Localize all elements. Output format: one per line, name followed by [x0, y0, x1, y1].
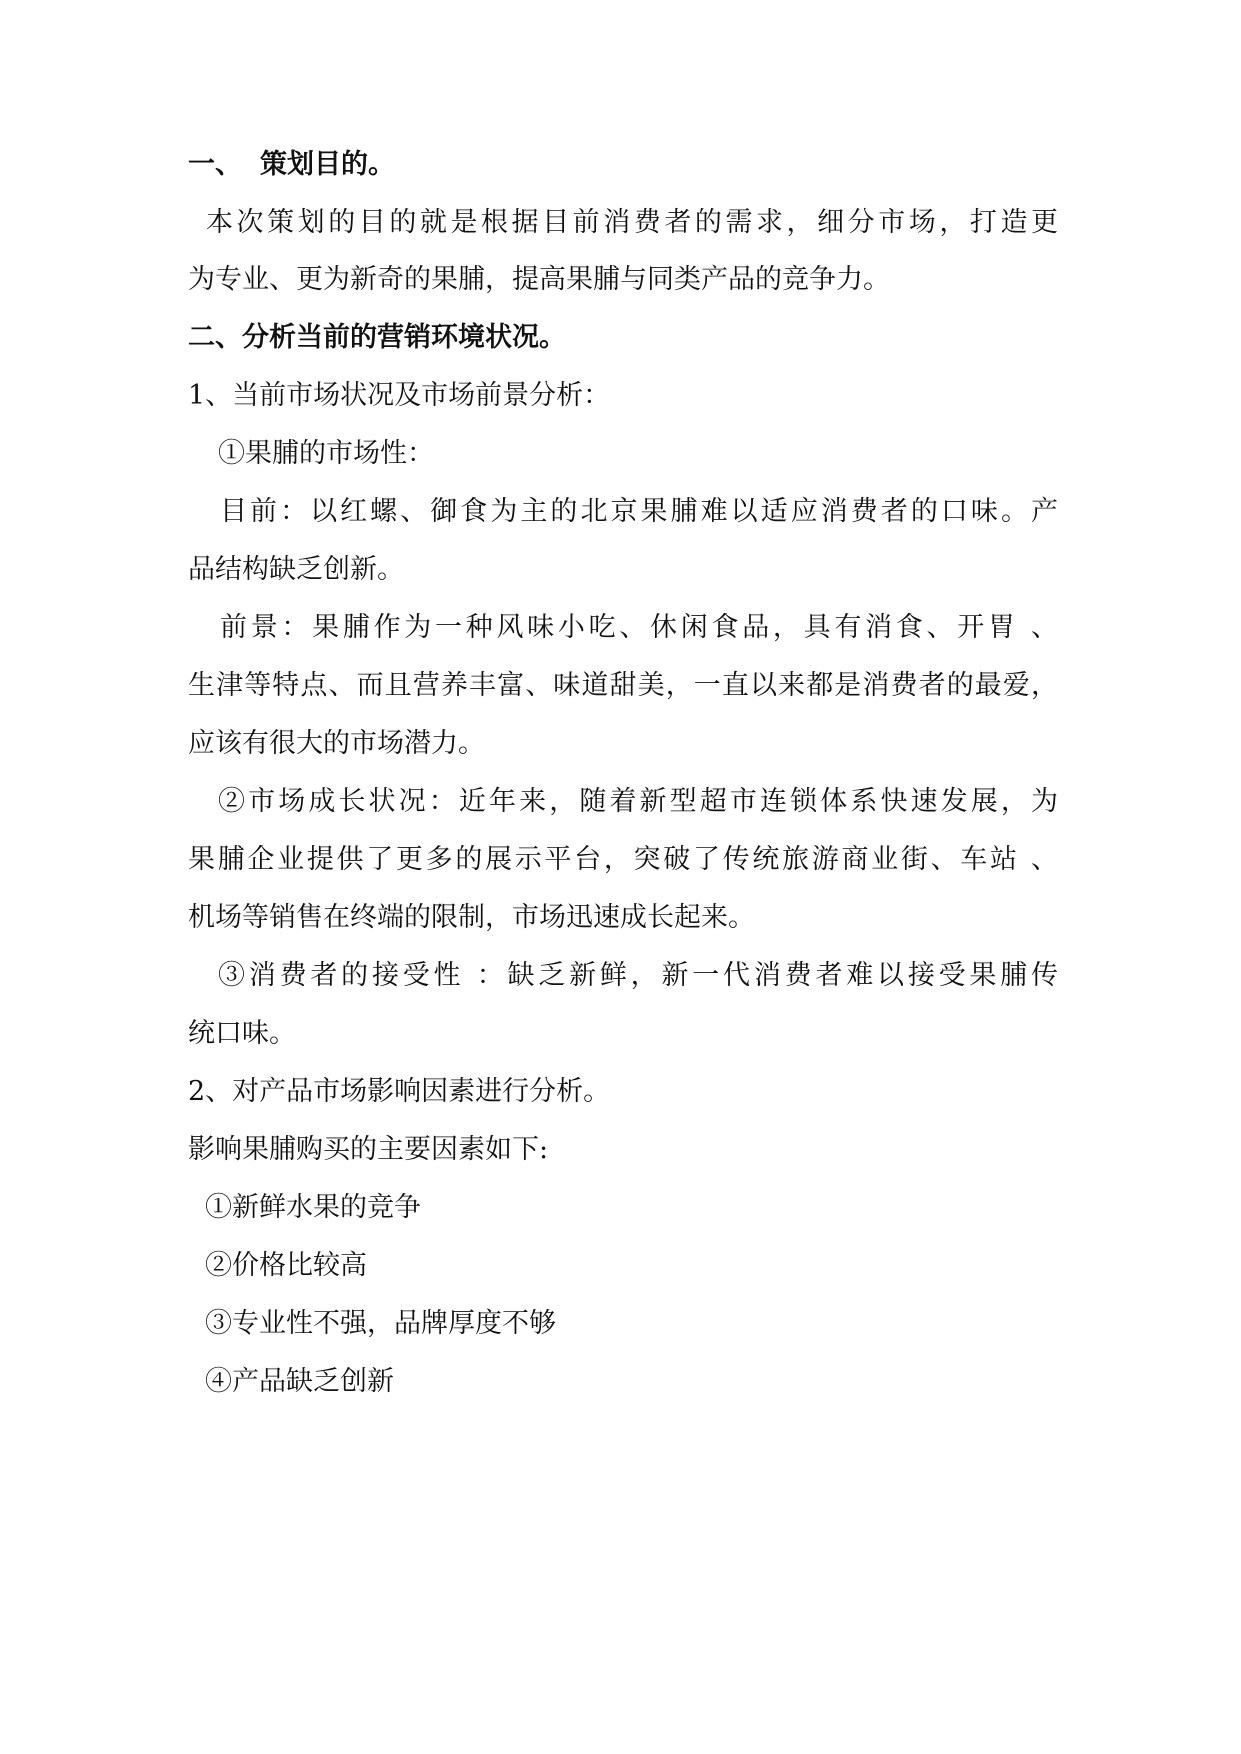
subheading-market-status: 1、当前市场状况及市场前景分析：	[188, 380, 611, 411]
item-growth-line-1: ②市场成长状况：近年来，随着新型超市连锁体系快速发展，为	[218, 786, 1058, 817]
item-prospect-line-2: 生津等特点、而且营养丰富、味道甜美，一直以来都是消费者的最爱，	[188, 670, 1058, 701]
item-growth-line-3: 机场等销售在终端的限制，市场迅速成长起来。	[188, 902, 755, 933]
item-prospect-line-1: 前景：果脯作为一种风味小吃、休闲食品，具有消食、开胃 、	[220, 612, 1058, 643]
heading-market-environment: 二、分析当前的营销环境状况。	[188, 322, 566, 353]
factor-item: ②价格比较高	[205, 1250, 367, 1281]
factor-item: ③专业性不强，品牌厚度不够	[205, 1308, 556, 1339]
item-acceptance-line-2: 统口味。	[188, 1018, 296, 1049]
item-market-nature-title: ①果脯的市场性：	[218, 438, 434, 469]
heading-text: 策划目的。	[260, 149, 395, 180]
factor-item: ①新鲜水果的竞争	[205, 1192, 421, 1223]
heading-planning-purpose	[188, 147, 1058, 183]
paragraph-purpose-line-1: 本次策划的目的就是根据目前消费者的需求，细分市场，打造更	[206, 207, 1058, 238]
item-growth-line-2: 果脯企业提供了更多的展示平台，突破了传统旅游商业街、车站 、	[188, 844, 1058, 875]
item-prospect-line-3: 应该有很大的市场潜力。	[188, 728, 485, 759]
factors-intro: 影响果脯购买的主要因素如下:	[188, 1134, 549, 1165]
heading-number: 一、	[188, 149, 242, 180]
subheading-factor-analysis: 2、对产品市场影响因素进行分析。	[188, 1076, 611, 1107]
factor-item: ④产品缺乏创新	[205, 1366, 394, 1397]
item-current-line-2: 品结构缺乏创新。	[188, 554, 404, 585]
paragraph-purpose-line-2: 为专业、更为新奇的果脯，提高果脯与同类产品的竞争力。	[188, 264, 890, 295]
item-acceptance-line-1: ③消费者的接受性 ：缺乏新鲜，新一代消费者难以接受果脯传	[218, 960, 1058, 991]
item-current-line-1: 目前：以红螺、御食为主的北京果脯难以适应消费者的口味。产	[220, 496, 1058, 527]
